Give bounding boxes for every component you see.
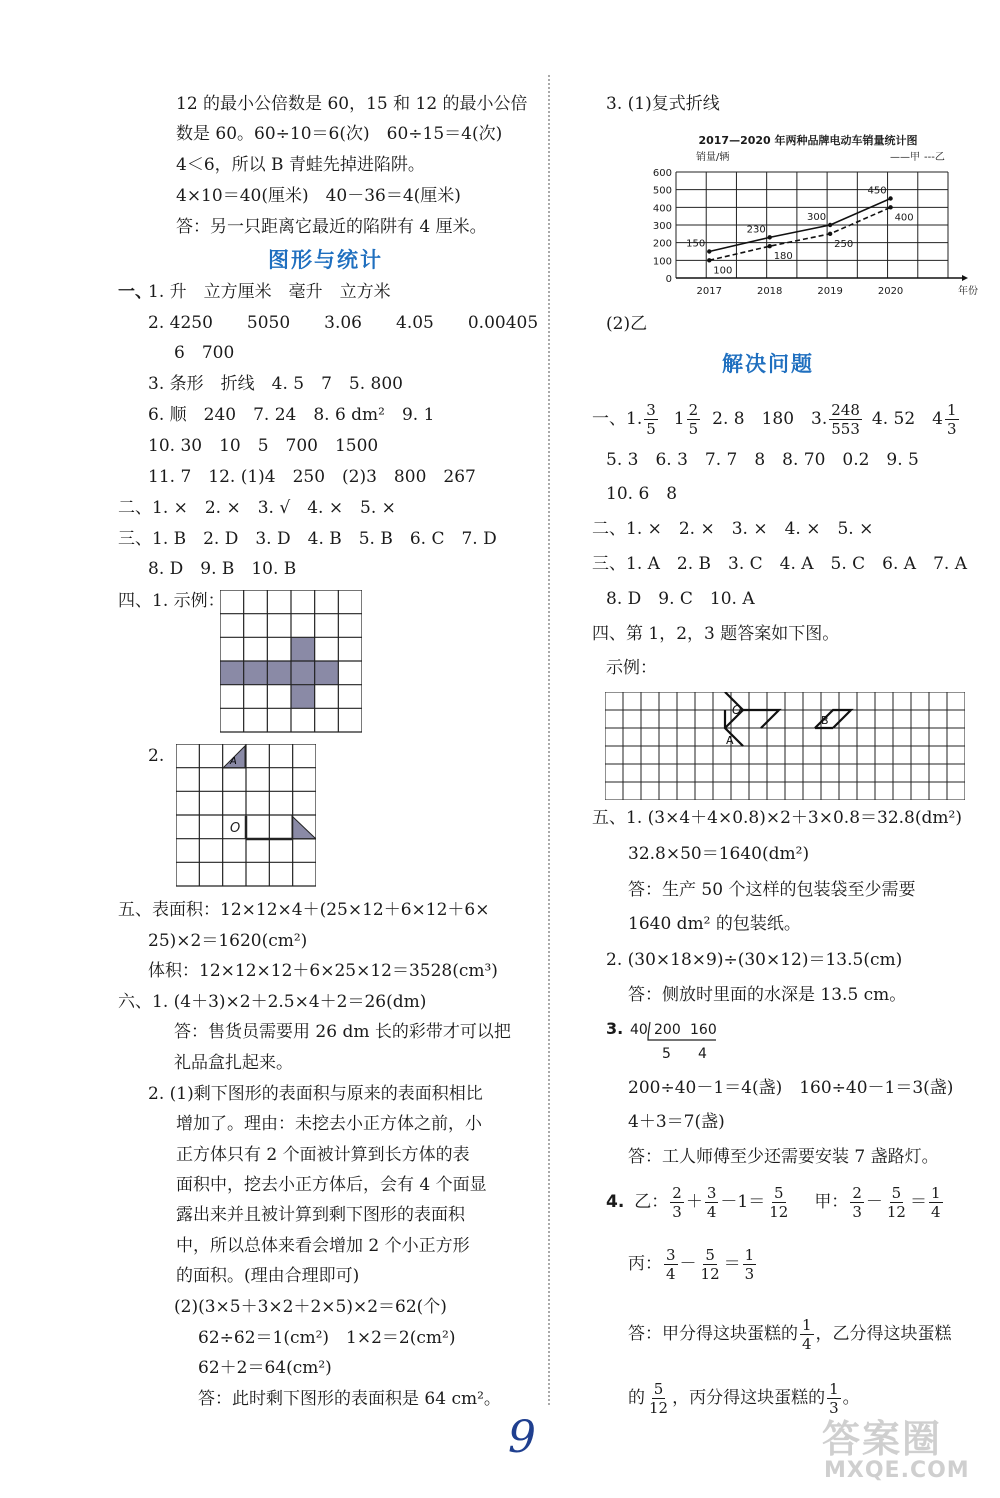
page-number: 9	[508, 1412, 536, 1463]
chart-legend-jia: ——甲	[890, 152, 920, 163]
fraction: $\frac{1}{4}$	[930, 1183, 941, 1221]
answer-line	[628, 1312, 952, 1356]
answer-line: 四、第 1，2，3 题答案如下图。	[592, 624, 840, 644]
answer-text: 2. 8 180 3.	[712, 409, 828, 429]
grid-figure-1	[220, 590, 362, 734]
chart-point-甲	[888, 196, 892, 200]
answer-line: 25)×2＝1620(cm²)	[148, 931, 308, 951]
answer-line: 8. D 9. C 10. A	[606, 589, 755, 609]
fraction: $\frac{1}{3}$	[946, 400, 957, 438]
answer-line: 11. 7 12. (1)4 250 (2)3 800 267	[148, 467, 476, 487]
answer-line: 2. (1)剩下图形的表面积与原来的表面积相比	[148, 1084, 483, 1104]
answer-line: (2)乙	[606, 314, 648, 334]
watermark-url: MXQE.COM	[824, 1458, 970, 1483]
fraction-answer-row	[592, 397, 961, 441]
fraction: $\frac{3}{4}$	[706, 1183, 717, 1221]
label-yi: 乙：	[634, 1192, 669, 1212]
answer-line: 面积中，挖去小正方体后，会有 4 个面显	[176, 1175, 487, 1195]
chart-ytick: 200	[652, 238, 672, 250]
short-division	[604, 1018, 734, 1064]
answer-line: 露出来并且被计算到剩下图形的表面积	[176, 1205, 465, 1225]
fraction: $\frac{5}{12}$	[700, 1245, 720, 1283]
chart-point-甲	[828, 223, 832, 227]
grid-figure-3	[605, 692, 965, 800]
chart-point-乙	[828, 232, 832, 236]
chart-point-乙	[888, 205, 892, 209]
answer-line: 3. (1)复式折线	[606, 94, 720, 114]
answer-line: 10. 6 8	[606, 484, 678, 504]
answer-line: 5. 3 6. 3 7. 7 8 8. 70 0.2 9. 5	[606, 450, 919, 470]
fraction: $\frac{5}{12}$	[649, 1379, 669, 1417]
section-heading-problem-solving: 解决问题	[722, 352, 814, 376]
answer-line: 礼品盒扎起来。	[174, 1053, 293, 1073]
question-label: 4.	[606, 1192, 625, 1212]
chart-ytick: 500	[652, 185, 672, 197]
answer-line: 的面积。(理由合理即可)	[176, 1266, 360, 1286]
answer-line: 答：此时剩下图形的表面积是 64 cm²。	[198, 1389, 501, 1409]
grid3-letter-b: B	[821, 714, 829, 727]
chart-data-label: 400	[894, 212, 914, 224]
svg-text:40: 40	[630, 1022, 648, 1038]
chart-xlabel: 年份	[958, 286, 978, 297]
answer-line: 4＋3＝7(盏)	[628, 1112, 725, 1132]
svg-text:160: 160	[690, 1022, 717, 1038]
answer-line: 32.8×50＝1640(dm²)	[628, 844, 810, 864]
answer-line: 中，所以总体来看会增加 2 个小正方形	[176, 1236, 470, 1256]
chart-point-甲	[767, 235, 771, 239]
answer-line: 五、1. (3×4＋4×0.8)×2＋3×0.8＝32.8(dm²)	[592, 808, 962, 828]
grid3-letter-a: A	[726, 734, 734, 747]
label-bing: 丙：	[628, 1254, 662, 1274]
answer-line: 示例：	[606, 658, 657, 678]
chart-ytick: 300	[652, 221, 672, 232]
line-chart	[640, 128, 980, 300]
answer-line: 体积：12×12×12＋6×25×12＝3528(cm³)	[148, 961, 498, 981]
grid2-letter-a: A	[230, 756, 237, 767]
answer-line: 答：生产 50 个这样的包装袋至少需要	[628, 880, 916, 900]
answer-line: 增加了。理由：未挖去小正方体之前，小	[176, 1114, 482, 1134]
watermark-logo: 答案圈	[822, 1417, 943, 1461]
chart-ytick: 400	[652, 203, 672, 215]
answer-line: 1640 dm² 的包装纸。	[628, 914, 801, 934]
grid3-origin: O	[732, 703, 742, 717]
chart-ytick: 0	[665, 274, 672, 285]
chart-x-axis-arrow	[962, 275, 968, 281]
answer-text: 4. 52 4	[871, 409, 943, 429]
fraction: $\frac{2}{3}$	[672, 1183, 682, 1221]
svg-text:200: 200	[654, 1022, 681, 1038]
answer-line: 62÷62＝1(cm²) 1×2＝2(cm²)	[198, 1328, 456, 1348]
chart-title: 2017—2020 年两种品牌电动车销量统计图	[698, 134, 918, 147]
fraction: $\frac{1}{4}$	[802, 1315, 812, 1353]
chart-data-label: 150	[686, 238, 706, 250]
chart-ytick: 600	[652, 168, 672, 179]
answer-line: 6. 顺 240 7. 24 8. 6 dm² 9. 1	[148, 405, 435, 425]
chart-xtick: 2017	[696, 286, 722, 297]
text-line: 数是 60。60÷10＝6(次) 60÷15＝4(次)	[176, 124, 503, 144]
svg-text:4: 4	[698, 1046, 707, 1062]
chart-ylabel: 销量/辆	[696, 152, 730, 163]
chart-point-乙	[767, 244, 771, 248]
fraction: $\frac{248}{553}$	[831, 400, 860, 438]
answer-text: 答：甲分得这块蛋糕的	[628, 1324, 798, 1344]
answer-text: 的	[628, 1388, 645, 1408]
chart-ytick: 100	[652, 256, 672, 268]
answer-line: 二、1. × 2. × 3. √ 4. × 5. ×	[118, 498, 396, 518]
text-line: 答：另一只距离它最近的陷阱有 4 厘米。	[176, 217, 487, 237]
answer-line: 六、1. (4＋3)×2＋2.5×4＋2＝26(dm)	[118, 992, 427, 1012]
answer-text: ，乙分得这块蛋糕	[815, 1324, 952, 1344]
answer-text: 。	[842, 1388, 860, 1408]
answer-line: 3. 条形 折线 4. 5 7 5. 800	[148, 374, 403, 394]
fraction: $\frac{1}{3}$	[744, 1245, 755, 1283]
answer-line: 62＋2＝64(cm²)	[198, 1358, 332, 1378]
answer-line: 三、1. B 2. D 3. D 4. B 5. B 6. C 7. D	[118, 529, 497, 549]
answer-line: 10. 30 10 5 700 1500	[148, 436, 379, 456]
answer-line: 200÷40－1＝4(盏) 160÷40－1＝3(盏)	[628, 1078, 954, 1098]
answer-text: ，丙分得这块蛋糕的	[672, 1388, 826, 1408]
fraction: $\frac{3}{5}$	[646, 400, 656, 438]
answer-line: 2. 4250 5050 3.06 4.05 0.00405	[148, 313, 539, 333]
answer-line: 8. D 9. B 10. B	[148, 559, 297, 579]
chart-xtick: 2020	[877, 286, 904, 297]
text-line: 4＜6，所以 B 青蛙先掉进陷阱。	[176, 155, 425, 175]
fraction-equation-row: 4. 乙： $\frac{2}{3}$ ＋ $\frac{3}{4}$ －1＝ $\frac{5}{12}$ 甲： $\frac{2}{3}$ － $\frac{5}{12}$ ＝ $\frac{1}{4}$	[606, 1180, 945, 1224]
chart-data-label: 180	[773, 251, 793, 263]
fraction: $\frac{2}{5}$	[688, 400, 699, 438]
label-jia: 甲：	[814, 1192, 849, 1212]
column-divider	[548, 75, 550, 1405]
answer-line: 2. (30×18×9)÷(30×12)＝13.5(cm)	[606, 950, 903, 970]
chart-data-label: 300	[807, 212, 827, 223]
fraction: $\frac{5}{12}$	[769, 1183, 789, 1221]
answer-line: 答：工人师傅至少还需要安装 7 盏路灯。	[628, 1147, 939, 1167]
mixed-whole: 1	[673, 409, 685, 429]
fraction: $\frac{5}{12}$	[886, 1183, 906, 1221]
chart-point-乙	[707, 258, 711, 262]
svg-text:3.: 3.	[606, 1019, 624, 1038]
chart-legend-yi: ---乙	[924, 152, 945, 163]
answer-line: 四、1. 示例：	[118, 591, 225, 611]
fraction: $\frac{2}{3}$	[852, 1183, 862, 1221]
chart-data-label: 250	[834, 238, 854, 250]
text-line: 12 的最小公倍数是 60，15 和 12 的最小公倍	[176, 94, 528, 114]
fraction-equation-row: 丙： $\frac{3}{4}$ － $\frac{5}{12}$ ＝ $\frac{1}{3}$	[628, 1242, 758, 1286]
chart-data-label: 230	[746, 224, 766, 236]
grid-figure-2	[176, 744, 316, 888]
answer-line: 答：售货员需要用 26 dm 长的彩带才可以把	[174, 1022, 511, 1042]
question-label: 2.	[148, 746, 165, 766]
answer-line: 答：侧放时里面的水深是 13.5 cm。	[628, 985, 907, 1005]
text-line: 4×10＝40(厘米) 40－36＝4(厘米)	[176, 186, 461, 206]
answer-line: 二、1. × 2. × 3. × 4. × 5. ×	[592, 519, 874, 539]
answer-line: 三、1. A 2. B 3. C 4. A 5. C 6. A 7. A	[592, 554, 967, 574]
section-label: 一、	[118, 282, 152, 302]
answer-line: (2)(3×5＋3×2＋2×5)×2＝62(个)	[174, 1297, 447, 1317]
section-label: 一、1.	[592, 409, 643, 429]
answer-line: 6 700	[174, 343, 235, 363]
grid2-origin: O	[230, 821, 241, 836]
answer-line: 正方体只有 2 个面被计算到长方体的表	[176, 1145, 470, 1165]
svg-text:5: 5	[662, 1046, 671, 1062]
chart-point-甲	[707, 249, 711, 253]
chart-data-label: 450	[867, 185, 887, 197]
fraction: $\frac{3}{4}$	[666, 1245, 676, 1283]
fraction: $\frac{1}{3}$	[829, 1379, 839, 1417]
answer-line: 1. 升 立方厘米 毫升 立方米	[148, 282, 391, 302]
chart-data-label: 100	[713, 265, 733, 277]
chart-xtick: 2019	[817, 286, 843, 297]
answer-line: 五、表面积：12×12×4＋(25×12＋6×12＋6×	[118, 900, 490, 920]
chart-xtick: 2018	[756, 286, 783, 297]
section-heading-graphics: 图形与统计	[268, 248, 383, 272]
